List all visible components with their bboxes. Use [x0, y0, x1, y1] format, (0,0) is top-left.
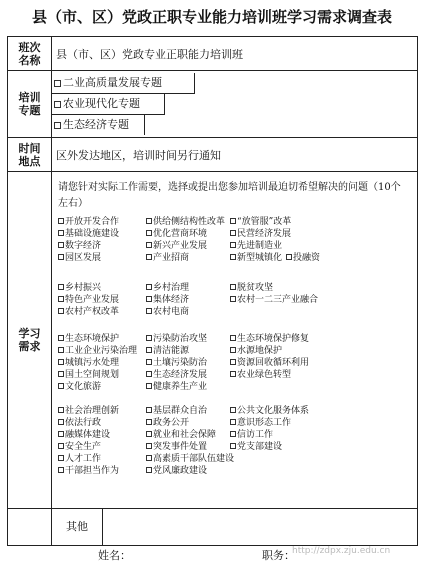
option-label: 社会治理创新 — [65, 406, 120, 416]
option-item[interactable] — [58, 282, 101, 294]
option-label: 城镇污水处理 — [65, 358, 120, 368]
checkbox[interactable] — [286, 254, 292, 260]
checkbox[interactable] — [58, 455, 64, 461]
checkbox[interactable] — [58, 467, 64, 473]
option-item[interactable] — [58, 369, 119, 381]
option-label: 依法行政 — [65, 418, 102, 428]
option-label: 安全生产 — [65, 442, 102, 452]
checkbox[interactable] — [58, 308, 64, 314]
option-item[interactable] — [230, 240, 282, 252]
checkbox[interactable] — [146, 407, 152, 413]
option-label: 工业企业污染治理 — [65, 346, 138, 356]
option-item[interactable] — [230, 333, 309, 345]
option-label: 清洁能源 — [153, 346, 190, 356]
option-label: 政务公开 — [153, 418, 190, 428]
option-label: 集体经济 — [153, 295, 190, 305]
option-row — [58, 441, 408, 453]
checkbox[interactable] — [58, 359, 64, 365]
option-label: 新型城镇化 — [237, 253, 283, 263]
option-item[interactable] — [58, 345, 137, 357]
topic-option-3[interactable]: 生态经济专题 — [52, 115, 145, 135]
option-label: 公共文化服务体系 — [237, 406, 310, 416]
option-item[interactable] — [146, 441, 207, 453]
option-item[interactable] — [230, 228, 291, 240]
name-label: 姓名： — [98, 549, 131, 562]
option-item[interactable] — [286, 252, 320, 264]
checkbox[interactable] — [230, 371, 236, 377]
option-item[interactable] — [58, 216, 119, 228]
checkbox[interactable] — [230, 218, 236, 224]
option-label: 农村电商 — [153, 307, 190, 317]
time-place-label: 时间地点 — [8, 138, 52, 172]
option-item[interactable] — [58, 306, 119, 318]
option-item[interactable] — [146, 345, 189, 357]
option-row — [58, 294, 408, 306]
option-label: 先进制造业 — [237, 241, 283, 251]
option-row — [58, 381, 408, 393]
option-item[interactable] — [58, 405, 119, 417]
option-label: 农业绿色转型 — [237, 370, 292, 380]
option-label: 基层群众自治 — [153, 406, 208, 416]
option-label: 人才工作 — [65, 454, 102, 464]
option-label: 干部担当作为 — [65, 466, 120, 476]
option-item[interactable] — [146, 417, 189, 429]
option-label: 就业和社会保障 — [153, 430, 217, 440]
option-label: 党支部建设 — [237, 442, 283, 452]
option-label: 乡村治理 — [153, 283, 190, 293]
checkbox[interactable] — [146, 371, 152, 377]
option-label: 生态经济发展 — [153, 370, 208, 380]
option-row — [58, 405, 408, 417]
option-group — [58, 405, 408, 477]
option-item[interactable] — [230, 441, 282, 453]
option-item[interactable] — [146, 405, 207, 417]
option-label: “放管服”改革 — [237, 217, 292, 227]
checkbox[interactable] — [58, 431, 64, 437]
topic-label: 培训专题 — [8, 71, 52, 138]
option-label: 民营经济发展 — [237, 229, 292, 239]
option-label: 突发事件处置 — [153, 442, 208, 452]
checkbox[interactable] — [146, 242, 152, 248]
checkbox[interactable] — [58, 419, 64, 425]
checkbox[interactable] — [54, 80, 61, 87]
needs-instruction: 请您针对实际工作需要，选择或提出您参加培训最迫切希望解决的问题（10个左右） — [58, 182, 401, 209]
checkbox[interactable] — [230, 284, 236, 290]
time-place-value: 区外发达地区，培训时间另行通知 — [52, 138, 418, 172]
checkbox[interactable] — [146, 308, 152, 314]
checkbox[interactable] — [58, 335, 64, 341]
option-item[interactable] — [230, 429, 273, 441]
option-label: 土壤污染防治 — [153, 358, 208, 368]
option-row — [58, 306, 408, 318]
topic-option-1[interactable]: 二业高质量发展专题 — [52, 73, 195, 94]
option-row — [58, 453, 408, 465]
watermark-url: http://zdpx.zju.edu.cn — [292, 546, 391, 556]
option-label: 文化旅游 — [65, 382, 102, 392]
option-item[interactable] — [146, 333, 207, 345]
checkbox[interactable] — [58, 218, 64, 224]
checkbox[interactable] — [146, 455, 152, 461]
needs-row — [8, 172, 418, 509]
option-item[interactable] — [146, 381, 207, 393]
option-item[interactable] — [58, 357, 119, 369]
option-label: 农村产权改革 — [65, 307, 120, 317]
other-input[interactable] — [103, 509, 417, 545]
checkbox[interactable] — [58, 347, 64, 353]
option-label: 基础设施建设 — [65, 229, 120, 239]
checkbox[interactable] — [54, 101, 61, 108]
checkbox[interactable] — [58, 443, 64, 449]
option-row — [58, 228, 408, 240]
option-item[interactable] — [58, 417, 101, 429]
option-label: 投融资 — [293, 253, 321, 263]
option-item[interactable] — [58, 429, 110, 441]
option-item[interactable] — [58, 453, 101, 465]
option-row — [58, 417, 408, 429]
checkbox[interactable] — [146, 431, 152, 437]
topic-row — [8, 71, 418, 138]
option-item[interactable] — [230, 216, 291, 228]
option-item[interactable] — [58, 333, 119, 345]
option-row — [58, 357, 408, 369]
option-label: 园区发展 — [65, 253, 102, 263]
option-item[interactable] — [58, 252, 101, 264]
option-item[interactable] — [230, 282, 273, 294]
option-item[interactable] — [230, 345, 282, 357]
option-item[interactable] — [58, 441, 101, 453]
checkbox[interactable] — [230, 407, 236, 413]
option-item[interactable] — [146, 216, 225, 228]
option-item[interactable] — [230, 294, 318, 306]
option-item[interactable] — [146, 465, 207, 477]
class-label: 班次名称 — [8, 37, 52, 71]
option-row — [58, 282, 408, 294]
checkbox[interactable] — [146, 419, 152, 425]
topic-option-2[interactable]: 农业现代化专题 — [52, 94, 165, 115]
option-item[interactable] — [146, 228, 207, 240]
checkbox[interactable] — [58, 383, 64, 389]
option-label: 资源回收循环利用 — [237, 358, 310, 368]
checkbox[interactable] — [146, 230, 152, 236]
checkbox[interactable] — [146, 383, 152, 389]
option-item[interactable] — [230, 417, 291, 429]
checkbox[interactable] — [230, 359, 236, 365]
checkbox[interactable] — [146, 335, 152, 341]
option-item[interactable] — [146, 282, 189, 294]
option-item[interactable] — [230, 405, 309, 417]
checkbox[interactable] — [146, 284, 152, 290]
option-label: 产业招商 — [153, 253, 190, 263]
checkbox[interactable] — [230, 242, 236, 248]
option-label: 开放开发合作 — [65, 217, 120, 227]
option-row — [58, 240, 408, 252]
checkbox[interactable] — [230, 347, 236, 353]
checkbox[interactable] — [230, 443, 236, 449]
option-row — [58, 333, 408, 345]
option-row — [58, 252, 408, 264]
option-item[interactable] — [230, 357, 309, 369]
option-label: 融媒体建设 — [65, 430, 111, 440]
checkbox[interactable] — [146, 443, 152, 449]
checkbox[interactable] — [230, 335, 236, 341]
option-group — [58, 282, 408, 318]
checkbox[interactable] — [146, 218, 152, 224]
option-label: 农村一二三产业融合 — [237, 295, 319, 305]
needs-cell — [52, 172, 418, 509]
checkbox[interactable] — [146, 254, 152, 260]
checkbox[interactable] — [58, 242, 64, 248]
option-item[interactable] — [146, 240, 207, 252]
topic-options — [52, 71, 418, 138]
option-row — [58, 465, 408, 477]
option-row — [58, 216, 408, 228]
option-label: 供给侧结构性改革 — [153, 217, 226, 227]
survey-table — [7, 36, 418, 546]
option-label: 信访工作 — [237, 430, 274, 440]
option-item[interactable] — [58, 465, 119, 477]
checkbox[interactable] — [230, 419, 236, 425]
option-item[interactable] — [146, 357, 207, 369]
option-row — [58, 345, 408, 357]
option-item[interactable] — [146, 306, 189, 318]
checkbox[interactable] — [146, 359, 152, 365]
option-label: 污染防治攻坚 — [153, 334, 208, 344]
option-item[interactable] — [230, 369, 291, 381]
option-item[interactable] — [146, 252, 189, 264]
option-item[interactable] — [146, 453, 234, 465]
option-item[interactable] — [230, 252, 282, 264]
checkbox[interactable] — [146, 296, 152, 302]
option-row — [58, 369, 408, 381]
option-label: 生态环境保护 — [65, 334, 120, 344]
checkbox[interactable] — [230, 230, 236, 236]
option-label: 新兴产业发展 — [153, 241, 208, 251]
checkbox[interactable] — [58, 407, 64, 413]
option-item[interactable] — [58, 228, 119, 240]
class-value[interactable]: 县（市、区）党政专业正职能力培训班 — [52, 37, 418, 71]
checkbox[interactable] — [230, 296, 236, 302]
class-row — [8, 37, 418, 71]
checkbox[interactable] — [146, 347, 152, 353]
option-label: 数字经济 — [65, 241, 102, 251]
option-item[interactable] — [146, 294, 189, 306]
option-label: 党风廉政建设 — [153, 466, 208, 476]
option-label: 国土空间规划 — [65, 370, 120, 380]
option-group — [58, 333, 408, 393]
time-place-row — [8, 138, 418, 172]
option-label: 高素质干部队伍建设 — [153, 454, 235, 464]
option-item[interactable] — [146, 429, 216, 441]
other-label: 其他 — [52, 509, 103, 545]
option-label: 乡村振兴 — [65, 283, 102, 293]
checkbox[interactable] — [58, 254, 64, 260]
checkbox[interactable] — [54, 122, 61, 129]
option-label: 特色产业发展 — [65, 295, 120, 305]
checkbox[interactable] — [58, 284, 64, 290]
option-label: 健康养生产业 — [153, 382, 208, 392]
checkbox[interactable] — [146, 467, 152, 473]
option-item[interactable] — [58, 294, 119, 306]
option-label: 优化营商环境 — [153, 229, 208, 239]
checkbox[interactable] — [58, 230, 64, 236]
option-label: 脱贫攻坚 — [237, 283, 274, 293]
checkbox[interactable] — [58, 371, 64, 377]
option-item[interactable] — [146, 369, 207, 381]
option-label: 水源地保护 — [237, 346, 283, 356]
other-row — [8, 509, 418, 546]
checkbox[interactable] — [58, 296, 64, 302]
option-item[interactable] — [58, 381, 101, 393]
option-label: 生态环境保护修复 — [237, 334, 310, 344]
checkbox[interactable] — [230, 431, 236, 437]
option-label: 意识形态工作 — [237, 418, 292, 428]
option-item[interactable] — [58, 240, 101, 252]
page-title: 县（市、区）党政正职专业能力培训班学习需求调查表 — [31, 8, 392, 26]
position-label: 职务： — [262, 549, 295, 562]
checkbox[interactable] — [230, 254, 236, 260]
option-row — [58, 429, 408, 441]
option-group — [58, 216, 408, 264]
needs-label: 学习需求 — [8, 172, 52, 509]
